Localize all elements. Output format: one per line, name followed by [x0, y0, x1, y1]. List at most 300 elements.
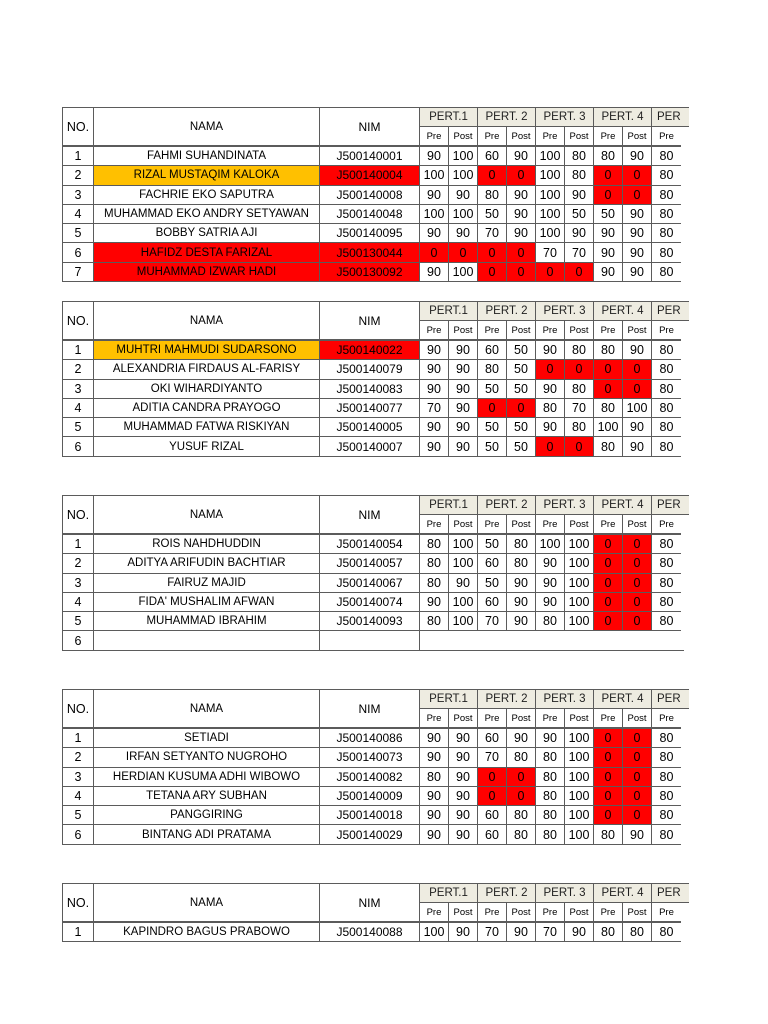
student-name: TETANA ARY SUBHAN	[93, 786, 320, 806]
header-nama: NAMA	[93, 301, 320, 340]
table-row	[63, 593, 689, 612]
row-number: 1	[62, 922, 94, 942]
score-cell: 90	[419, 728, 449, 748]
score-table	[63, 884, 689, 942]
header-nama: NAMA	[93, 495, 320, 534]
score-cell: 50	[506, 379, 536, 399]
table-row	[63, 147, 689, 166]
score-cell: 90	[506, 573, 536, 593]
table-row	[63, 263, 689, 282]
score-cell: 50	[477, 534, 507, 554]
pre-label: Pre	[535, 126, 565, 146]
score-cell: 90	[419, 417, 449, 437]
score-cell: 90	[535, 728, 565, 748]
header-nama: NAMA	[93, 689, 320, 728]
score-cell: 100	[448, 204, 478, 224]
score-cell: 80	[651, 592, 681, 612]
score-cell: 0	[506, 262, 536, 282]
score-cell: 60	[477, 146, 507, 166]
student-nim: J500140057	[319, 553, 420, 573]
score-cell: 0	[593, 573, 623, 593]
student-name: KAPINDRO BAGUS PRABOWO	[93, 922, 320, 942]
score-cell: 100	[535, 185, 565, 205]
score-cell: 70	[535, 922, 565, 942]
pre-label: Pre	[477, 514, 507, 534]
score-cell: 80	[593, 398, 623, 418]
student-name: YUSUF RIZAL	[93, 436, 320, 456]
student-nim: J500140009	[319, 786, 420, 806]
score-cell: 0	[477, 786, 507, 806]
pre-post-labels	[420, 515, 689, 534]
score-cell: 100	[535, 223, 565, 243]
pre-label: Pre	[477, 320, 507, 340]
student-nim: J500140018	[319, 805, 420, 825]
meeting-labels	[420, 690, 689, 709]
pre-label: Pre	[477, 126, 507, 146]
score-cell: 90	[622, 242, 652, 262]
header-meetings	[420, 108, 689, 147]
score-cell: 0	[477, 242, 507, 262]
header-nama: NAMA	[93, 107, 320, 146]
student-nim: J500140086	[319, 728, 420, 748]
score-cell: 0	[593, 359, 623, 379]
score-cell: 80	[419, 611, 449, 631]
student-name: ROIS NAHDHUDDIN	[93, 534, 320, 554]
pre-label: Pre	[593, 708, 623, 728]
score-cell: 0	[506, 398, 536, 418]
score-cell: 90	[448, 573, 478, 593]
score-cell: 90	[419, 592, 449, 612]
pre-label: Pre	[419, 320, 449, 340]
score-cell: 80	[593, 922, 623, 942]
pre-label: Pre	[651, 126, 681, 146]
score-cell: 90	[419, 146, 449, 166]
score-cell: 90	[419, 824, 449, 844]
post-label: Post	[448, 126, 478, 146]
score-cell: 0	[622, 185, 652, 205]
student-name: SETIADI	[93, 728, 320, 748]
table-row	[63, 341, 689, 360]
score-cell: 100	[419, 165, 449, 185]
row-number: 4	[62, 398, 94, 418]
score-cell: 80	[535, 611, 565, 631]
header-no: NO.	[62, 301, 94, 340]
score-cell: 80	[535, 805, 565, 825]
row-number: 6	[62, 242, 94, 262]
row-number: 3	[62, 573, 94, 593]
pre-label: Pre	[535, 708, 565, 728]
score-cell: 100	[564, 786, 594, 806]
score-cell: 80	[651, 767, 681, 787]
meeting-label: PER	[651, 495, 689, 515]
score-cell: 90	[506, 922, 536, 942]
meeting-label: PERT.1	[419, 883, 478, 903]
score-cell: 90	[448, 417, 478, 437]
score-cell: 90	[593, 223, 623, 243]
pre-label: Pre	[535, 320, 565, 340]
student-nim: J500140008	[319, 185, 420, 205]
score-cell: 90	[448, 786, 478, 806]
student-name	[93, 630, 320, 650]
score-cell: 100	[564, 534, 594, 554]
score-cell: 100	[448, 592, 478, 612]
score-cell: 90	[419, 747, 449, 767]
score-cell: 0	[477, 767, 507, 787]
score-cell: 100	[564, 592, 594, 612]
post-label: Post	[622, 708, 652, 728]
score-cell: 90	[535, 340, 565, 360]
pre-post-labels	[420, 127, 689, 146]
score-cell: 0	[622, 573, 652, 593]
table-header	[63, 302, 689, 341]
score-cell: 80	[651, 379, 681, 399]
header-nim: NIM	[319, 883, 420, 922]
table-row	[63, 224, 689, 243]
score-cell: 90	[593, 262, 623, 282]
score-cell: 90	[506, 185, 536, 205]
table-row	[63, 399, 689, 418]
score-cell: 80	[477, 359, 507, 379]
score-cell: 90	[419, 359, 449, 379]
score-cell: 80	[651, 534, 681, 554]
score-cell: 0	[535, 359, 565, 379]
score-cell: 0	[622, 165, 652, 185]
pre-label: Pre	[593, 514, 623, 534]
student-name: FACHRIE EKO SAPUTRA	[93, 185, 320, 205]
score-cell: 60	[477, 824, 507, 844]
post-label: Post	[448, 902, 478, 922]
student-name: FIDA' MUSHALIM AFWAN	[93, 592, 320, 612]
score-cell: 0	[593, 767, 623, 787]
meeting-label: PERT. 2	[477, 495, 536, 515]
student-nim: J500140001	[319, 146, 420, 166]
meeting-label: PERT. 3	[535, 883, 594, 903]
student-name: MUHAMMAD IBRAHIM	[93, 611, 320, 631]
score-cell: 100	[535, 204, 565, 224]
score-cell: 90	[622, 436, 652, 456]
score-cell: 80	[593, 436, 623, 456]
score-cell: 80	[593, 824, 623, 844]
post-label: Post	[506, 902, 536, 922]
score-cell: 80	[651, 553, 681, 573]
student-nim: J500140005	[319, 417, 420, 437]
table-row	[63, 243, 689, 262]
row-number: 6	[62, 824, 94, 844]
row-number: 4	[62, 204, 94, 224]
header-nim: NIM	[319, 689, 420, 728]
score-cell: 80	[651, 185, 681, 205]
score-cell: 100	[535, 534, 565, 554]
score-cell: 100	[564, 611, 594, 631]
score-cell: 80	[651, 262, 681, 282]
score-cell: 100	[419, 204, 449, 224]
score-cell: 100	[564, 824, 594, 844]
score-cell: 90	[448, 340, 478, 360]
student-name: OKI WIHARDIYANTO	[93, 379, 320, 399]
meeting-label: PERT. 3	[535, 495, 594, 515]
student-nim: J500140074	[319, 592, 420, 612]
score-cell: 0	[622, 747, 652, 767]
table-row	[63, 205, 689, 224]
student-name: MUHAMMAD EKO ANDRY SETYAWAN	[93, 204, 320, 224]
score-cell: 80	[419, 767, 449, 787]
header-meetings	[420, 496, 689, 535]
table-row	[63, 768, 689, 787]
table-header	[63, 108, 689, 147]
header-no: NO.	[62, 495, 94, 534]
score-cell: 90	[419, 340, 449, 360]
score-cell: 0	[593, 553, 623, 573]
score-cell: 0	[564, 359, 594, 379]
score-cell: 80	[651, 359, 681, 379]
score-cell: 80	[506, 805, 536, 825]
student-nim	[319, 630, 420, 650]
score-cell: 80	[651, 786, 681, 806]
score-cell: 90	[564, 922, 594, 942]
score-cell: 0	[477, 165, 507, 185]
score-table	[63, 302, 689, 457]
score-cell: 80	[506, 747, 536, 767]
header-nim: NIM	[319, 107, 420, 146]
row-number: 1	[62, 728, 94, 748]
score-cell: 90	[506, 223, 536, 243]
student-name: ALEXANDRIA FIRDAUS AL-FARISY	[93, 359, 320, 379]
score-cell: 80	[535, 767, 565, 787]
student-name: BOBBY SATRIA AJI	[93, 223, 320, 243]
meeting-label: PERT. 2	[477, 689, 536, 709]
table-row	[63, 574, 689, 593]
pre-post-labels	[420, 709, 689, 728]
meeting-labels	[420, 884, 689, 903]
score-cell: 50	[477, 379, 507, 399]
score-cell: 80	[506, 534, 536, 554]
student-nim: J500140082	[319, 767, 420, 787]
score-cell: 80	[651, 340, 681, 360]
score-cell: 90	[448, 747, 478, 767]
meeting-label: PERT.1	[419, 495, 478, 515]
student-nim: J500130044	[319, 242, 420, 262]
score-cell: 0	[593, 165, 623, 185]
score-cell: 90	[622, 824, 652, 844]
score-cell: 90	[564, 223, 594, 243]
meeting-label: PERT.1	[419, 689, 478, 709]
score-table	[63, 496, 689, 651]
post-label: Post	[564, 126, 594, 146]
score-cell: 70	[564, 242, 594, 262]
score-cell: 80	[564, 146, 594, 166]
score-cell: 70	[535, 242, 565, 262]
score-cell: 0	[477, 262, 507, 282]
post-label: Post	[506, 514, 536, 534]
student-nim: J500140067	[319, 573, 420, 593]
score-cell: 80	[651, 573, 681, 593]
score-cell: 80	[593, 340, 623, 360]
score-cell: 80	[535, 747, 565, 767]
score-cell: 90	[506, 146, 536, 166]
header-no: NO.	[62, 883, 94, 922]
score-cell: 0	[622, 767, 652, 787]
score-cell: 80	[564, 417, 594, 437]
score-cell: 100	[564, 728, 594, 748]
student-nim: J500130092	[319, 262, 420, 282]
row-number: 2	[62, 165, 94, 185]
score-cell: 70	[477, 747, 507, 767]
pre-label: Pre	[535, 902, 565, 922]
header-nim: NIM	[319, 301, 420, 340]
score-cell: 50	[506, 359, 536, 379]
score-cell: 0	[564, 262, 594, 282]
post-label: Post	[564, 514, 594, 534]
row-number: 4	[62, 592, 94, 612]
pre-label: Pre	[535, 514, 565, 534]
row-number: 1	[62, 340, 94, 360]
table-header	[63, 496, 689, 535]
meeting-label: PER	[651, 107, 689, 127]
score-cell: 80	[651, 242, 681, 262]
score-cell: 0	[622, 805, 652, 825]
score-cell: 90	[448, 436, 478, 456]
table-row	[63, 612, 689, 631]
student-nim: J500140073	[319, 747, 420, 767]
table-row	[63, 535, 689, 554]
table-row	[63, 806, 689, 825]
score-cell: 0	[419, 242, 449, 262]
pre-label: Pre	[419, 126, 449, 146]
score-cell: 70	[419, 398, 449, 418]
score-cell: 80	[622, 922, 652, 942]
score-cell: 90	[448, 398, 478, 418]
score-cell: 90	[622, 417, 652, 437]
table-row	[63, 166, 689, 185]
score-cell: 90	[622, 146, 652, 166]
score-cell: 80	[651, 805, 681, 825]
score-cell: 80	[535, 398, 565, 418]
score-cell: 0	[506, 786, 536, 806]
meeting-label: PERT. 3	[535, 689, 594, 709]
header-no: NO.	[62, 107, 94, 146]
score-table	[63, 108, 689, 282]
score-cell: 0	[593, 611, 623, 631]
score-cell: 90	[622, 204, 652, 224]
row-number: 3	[62, 185, 94, 205]
score-cell: 50	[564, 204, 594, 224]
score-cell: 0	[477, 398, 507, 418]
student-nim: J500140079	[319, 359, 420, 379]
meeting-label: PERT.1	[419, 107, 478, 127]
score-cell: 0	[622, 359, 652, 379]
meeting-label: PERT. 2	[477, 301, 536, 321]
score-cell: 60	[477, 553, 507, 573]
table-row	[63, 418, 689, 437]
score-cell: 50	[477, 436, 507, 456]
score-cell: 0	[622, 553, 652, 573]
score-cell: 90	[564, 185, 594, 205]
score-cell: 100	[448, 165, 478, 185]
post-label: Post	[564, 708, 594, 728]
score-cell: 0	[593, 534, 623, 554]
score-cell: 90	[448, 185, 478, 205]
score-cell: 100	[448, 146, 478, 166]
score-cell: 90	[535, 592, 565, 612]
score-cell: 0	[593, 786, 623, 806]
meeting-label: PERT. 4	[593, 107, 652, 127]
score-cell: 80	[564, 165, 594, 185]
row-number: 6	[62, 630, 94, 650]
score-cell: 90	[448, 805, 478, 825]
score-cell: 90	[448, 767, 478, 787]
meeting-label: PERT. 2	[477, 107, 536, 127]
meeting-label: PERT. 3	[535, 107, 594, 127]
score-cell: 80	[651, 611, 681, 631]
score-cell: 50	[477, 204, 507, 224]
student-name: HERDIAN KUSUMA ADHI WIBOWO	[93, 767, 320, 787]
meeting-label: PER	[651, 301, 689, 321]
table-row	[63, 787, 689, 806]
student-name: MUHTRI MAHMUDI SUDARSONO	[93, 340, 320, 360]
meeting-label: PER	[651, 689, 689, 709]
score-cell: 60	[477, 592, 507, 612]
score-cell: 80	[651, 824, 681, 844]
student-nim: J500140029	[319, 824, 420, 844]
table-header	[63, 884, 689, 923]
score-cell: 0	[593, 728, 623, 748]
student-nim: J500140095	[319, 223, 420, 243]
student-nim: J500140088	[319, 922, 420, 942]
score-cell: 90	[535, 379, 565, 399]
post-label: Post	[448, 514, 478, 534]
score-cell: 80	[477, 185, 507, 205]
student-name: IRFAN SETYANTO NUGROHO	[93, 747, 320, 767]
score-cell: 100	[564, 553, 594, 573]
student-name: RIZAL MUSTAQIM KALOKA	[93, 165, 320, 185]
score-cell: 90	[419, 262, 449, 282]
student-nim: J500140004	[319, 165, 420, 185]
score-cell: 50	[506, 436, 536, 456]
pre-label: Pre	[651, 902, 681, 922]
post-label: Post	[564, 902, 594, 922]
row-number: 7	[62, 262, 94, 282]
table-row	[63, 186, 689, 205]
meeting-label: PER	[651, 883, 689, 903]
score-cell: 90	[448, 824, 478, 844]
table-row	[63, 437, 689, 456]
row-number: 5	[62, 611, 94, 631]
score-cell: 50	[506, 340, 536, 360]
pre-label: Pre	[651, 320, 681, 340]
score-cell: 80	[506, 553, 536, 573]
score-cell: 0	[506, 242, 536, 262]
score-cell: 100	[535, 165, 565, 185]
post-label: Post	[622, 126, 652, 146]
score-cell: 60	[477, 340, 507, 360]
score-cell: 80	[651, 417, 681, 437]
score-cell: 90	[622, 262, 652, 282]
table-row	[63, 360, 689, 379]
score-blank	[419, 630, 684, 650]
score-cell: 0	[593, 379, 623, 399]
student-nim: J500140048	[319, 204, 420, 224]
student-nim: J500140054	[319, 534, 420, 554]
post-label: Post	[622, 320, 652, 340]
score-cell: 80	[651, 922, 681, 942]
table-row	[63, 631, 689, 650]
pre-label: Pre	[477, 708, 507, 728]
score-cell: 80	[651, 223, 681, 243]
header-meetings	[420, 302, 689, 341]
meeting-label: PERT. 3	[535, 301, 594, 321]
score-cell: 80	[419, 534, 449, 554]
pre-label: Pre	[593, 902, 623, 922]
